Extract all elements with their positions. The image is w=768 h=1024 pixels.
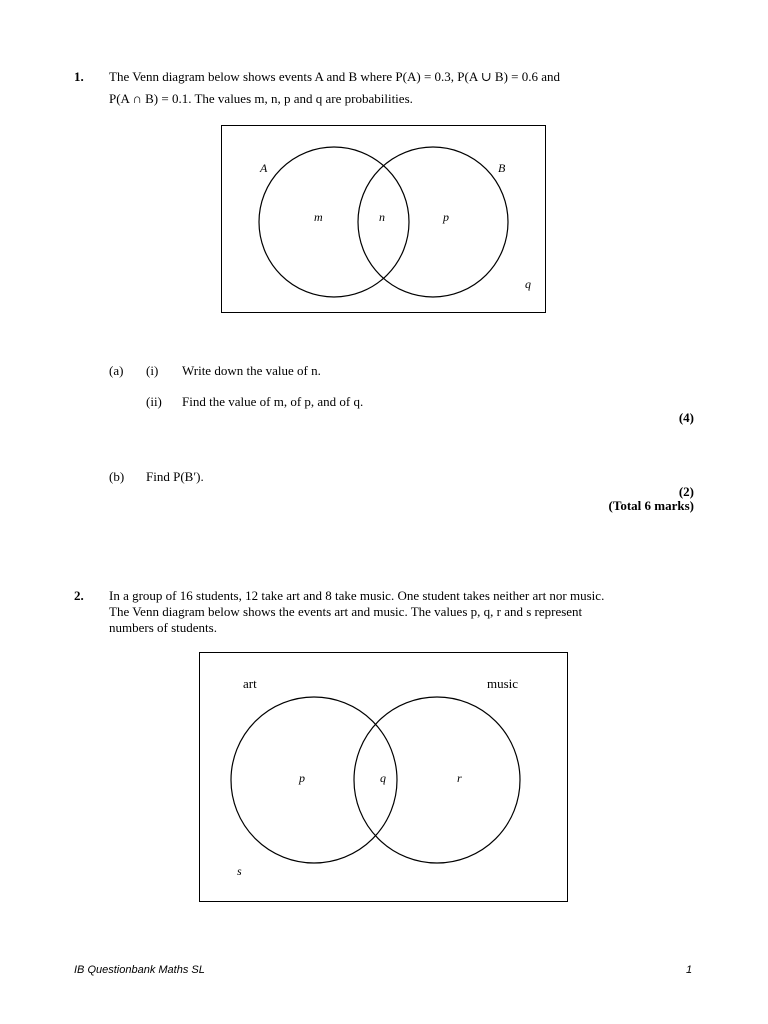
venn-2-label-music: music	[487, 676, 519, 691]
venn-2-circle-art	[231, 697, 397, 863]
venn-1-circle-a	[259, 147, 409, 297]
q1-part-a-ii-text: Find the value of m, of p, and of q.	[182, 394, 364, 409]
q1-part-a-marks: (4)	[678, 410, 694, 425]
footer-page-number: 1	[686, 964, 693, 976]
venn-2-region-r: r	[457, 771, 462, 785]
question-2-number: 2.	[74, 588, 84, 603]
venn-2-region-p: p	[299, 771, 305, 785]
q1-part-b-marks: (2)	[678, 484, 694, 499]
footer-source: IB Questionbank Maths SL	[74, 964, 205, 976]
question-1-number: 1.	[74, 69, 84, 84]
venn-diagram-1	[221, 125, 546, 313]
venn-2-region-q: q	[380, 771, 386, 785]
venn-1-region-p: p	[443, 210, 449, 224]
q1-part-a-i-text: Write down the value of n.	[182, 363, 321, 378]
venn-2-region-s: s	[237, 864, 242, 878]
venn-1-label-a: A	[260, 161, 268, 175]
venn-2-circle-music	[354, 697, 520, 863]
question-1-text-line-2: P(A ∩ B) = 0.1. The values m, n, p and q are probabilities.	[109, 91, 413, 106]
venn-1-region-m: m	[314, 210, 323, 224]
question-2-text-line-2: The Venn diagram below shows the events art and music. The values p, q, r and s represent	[109, 604, 583, 619]
q1-part-b-label: (b)	[109, 469, 125, 484]
venn-2-label-art: art	[243, 676, 257, 691]
question-2-text-line-3: numbers of students.	[109, 620, 217, 635]
venn-1-region-q: q	[525, 277, 531, 291]
q1-total-marks: (Total 6 marks)	[608, 498, 694, 513]
q1-part-a-ii-label: (ii)	[146, 394, 162, 409]
q1-part-a-label: (a)	[109, 363, 124, 378]
question-2-text-line-1: In a group of 16 students, 12 take art and 8 take music. One student takes neither art nor music.	[109, 588, 605, 603]
venn-diagram-2	[199, 652, 568, 902]
venn-1-label-b: B	[498, 161, 506, 175]
q1-part-a-i-label: (i)	[146, 363, 159, 378]
question-1-text-line-1: The Venn diagram below shows events A and B where P(A) = 0.3, P(A ∪ B) = 0.6 and	[109, 69, 561, 84]
venn-1-region-n: n	[379, 210, 385, 224]
q1-part-b-text: Find P(B′).	[146, 469, 204, 484]
